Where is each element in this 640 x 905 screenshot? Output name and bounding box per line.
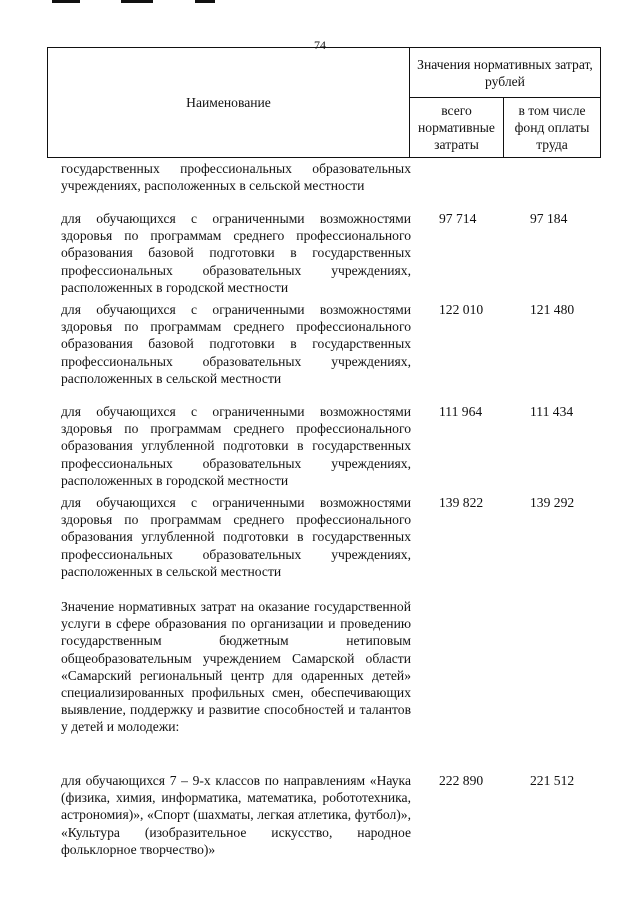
row-wage-value: 97 184 xyxy=(530,211,568,226)
row-total-value: 111 964 xyxy=(439,404,483,419)
header-values-title: Значения нормативных затрат, рублей xyxy=(410,48,601,98)
row-wage-value: 139 292 xyxy=(530,495,575,510)
row-text: государственных профессиональных образовательных учреждениях, расположенных в сельской местности xyxy=(61,161,411,194)
row-text: для обучающихся с ограниченными возможностями здоровья по программам среднего профессионального образования базовой подготовки в государственных профессиональных образовательных учреждениях, расположенных в сельской местности xyxy=(61,302,411,386)
row-wage-value: 121 480 xyxy=(530,302,575,317)
row-text: Значение нормативных затрат на оказание государственной услуги в сфере образования по организации и проведению государственным бюджетным нетиповым общеобразовательным учреждением Самарской области «Самарский региональный центр для одаренных детей» специализированных профильных смен, обеспечивающих выявление, поддержку и развитие способностей и талантов у детей и молодежи: xyxy=(61,599,411,735)
top-edge-marks xyxy=(0,0,640,4)
row-total-value: 122 010 xyxy=(439,302,484,317)
row-total-value: 139 822 xyxy=(439,495,484,510)
row-wage-value: 111 434 xyxy=(530,404,574,419)
row-wage-value: 221 512 xyxy=(530,773,575,788)
page-number: 74 xyxy=(314,38,326,52)
header-wage-column: в том числе фонд оплаты труда xyxy=(504,98,601,158)
row-text: для обучающихся с ограниченными возможностями здоровья по программам среднего профессионального образования базовой подготовки в государственных профессиональных образовательных учреждениях, расположенных в городской местности xyxy=(61,211,411,295)
header-total-column: всего нормативные затраты xyxy=(410,98,504,158)
row-text: для обучающихся с ограниченными возможностями здоровья по программам среднего профессионального образования углубленной подготовки в государственных профессиональных образовательных учреждениях, расположенных в сельской местности xyxy=(61,495,411,579)
row-text: для обучающихся 7 – 9-х классов по направлениям «Наука (физика, химия, информатика, математика, робототехника, астрономия)», «Спорт (шахматы, легкая атлетика, футбол)», «Культура (изобразительное искусство, народное фольклорное творчество)» xyxy=(61,773,411,857)
row-text: для обучающихся с ограниченными возможностями здоровья по программам среднего профессионального образования углубленной подготовки в государственных профессиональных образовательных учреждениях, расположенных в городской местности xyxy=(61,404,411,488)
row-total-value: 97 714 xyxy=(439,211,477,226)
row-total-value: 222 890 xyxy=(439,773,484,788)
table-header xyxy=(47,47,601,158)
header-name-column: Наименование xyxy=(48,48,410,158)
